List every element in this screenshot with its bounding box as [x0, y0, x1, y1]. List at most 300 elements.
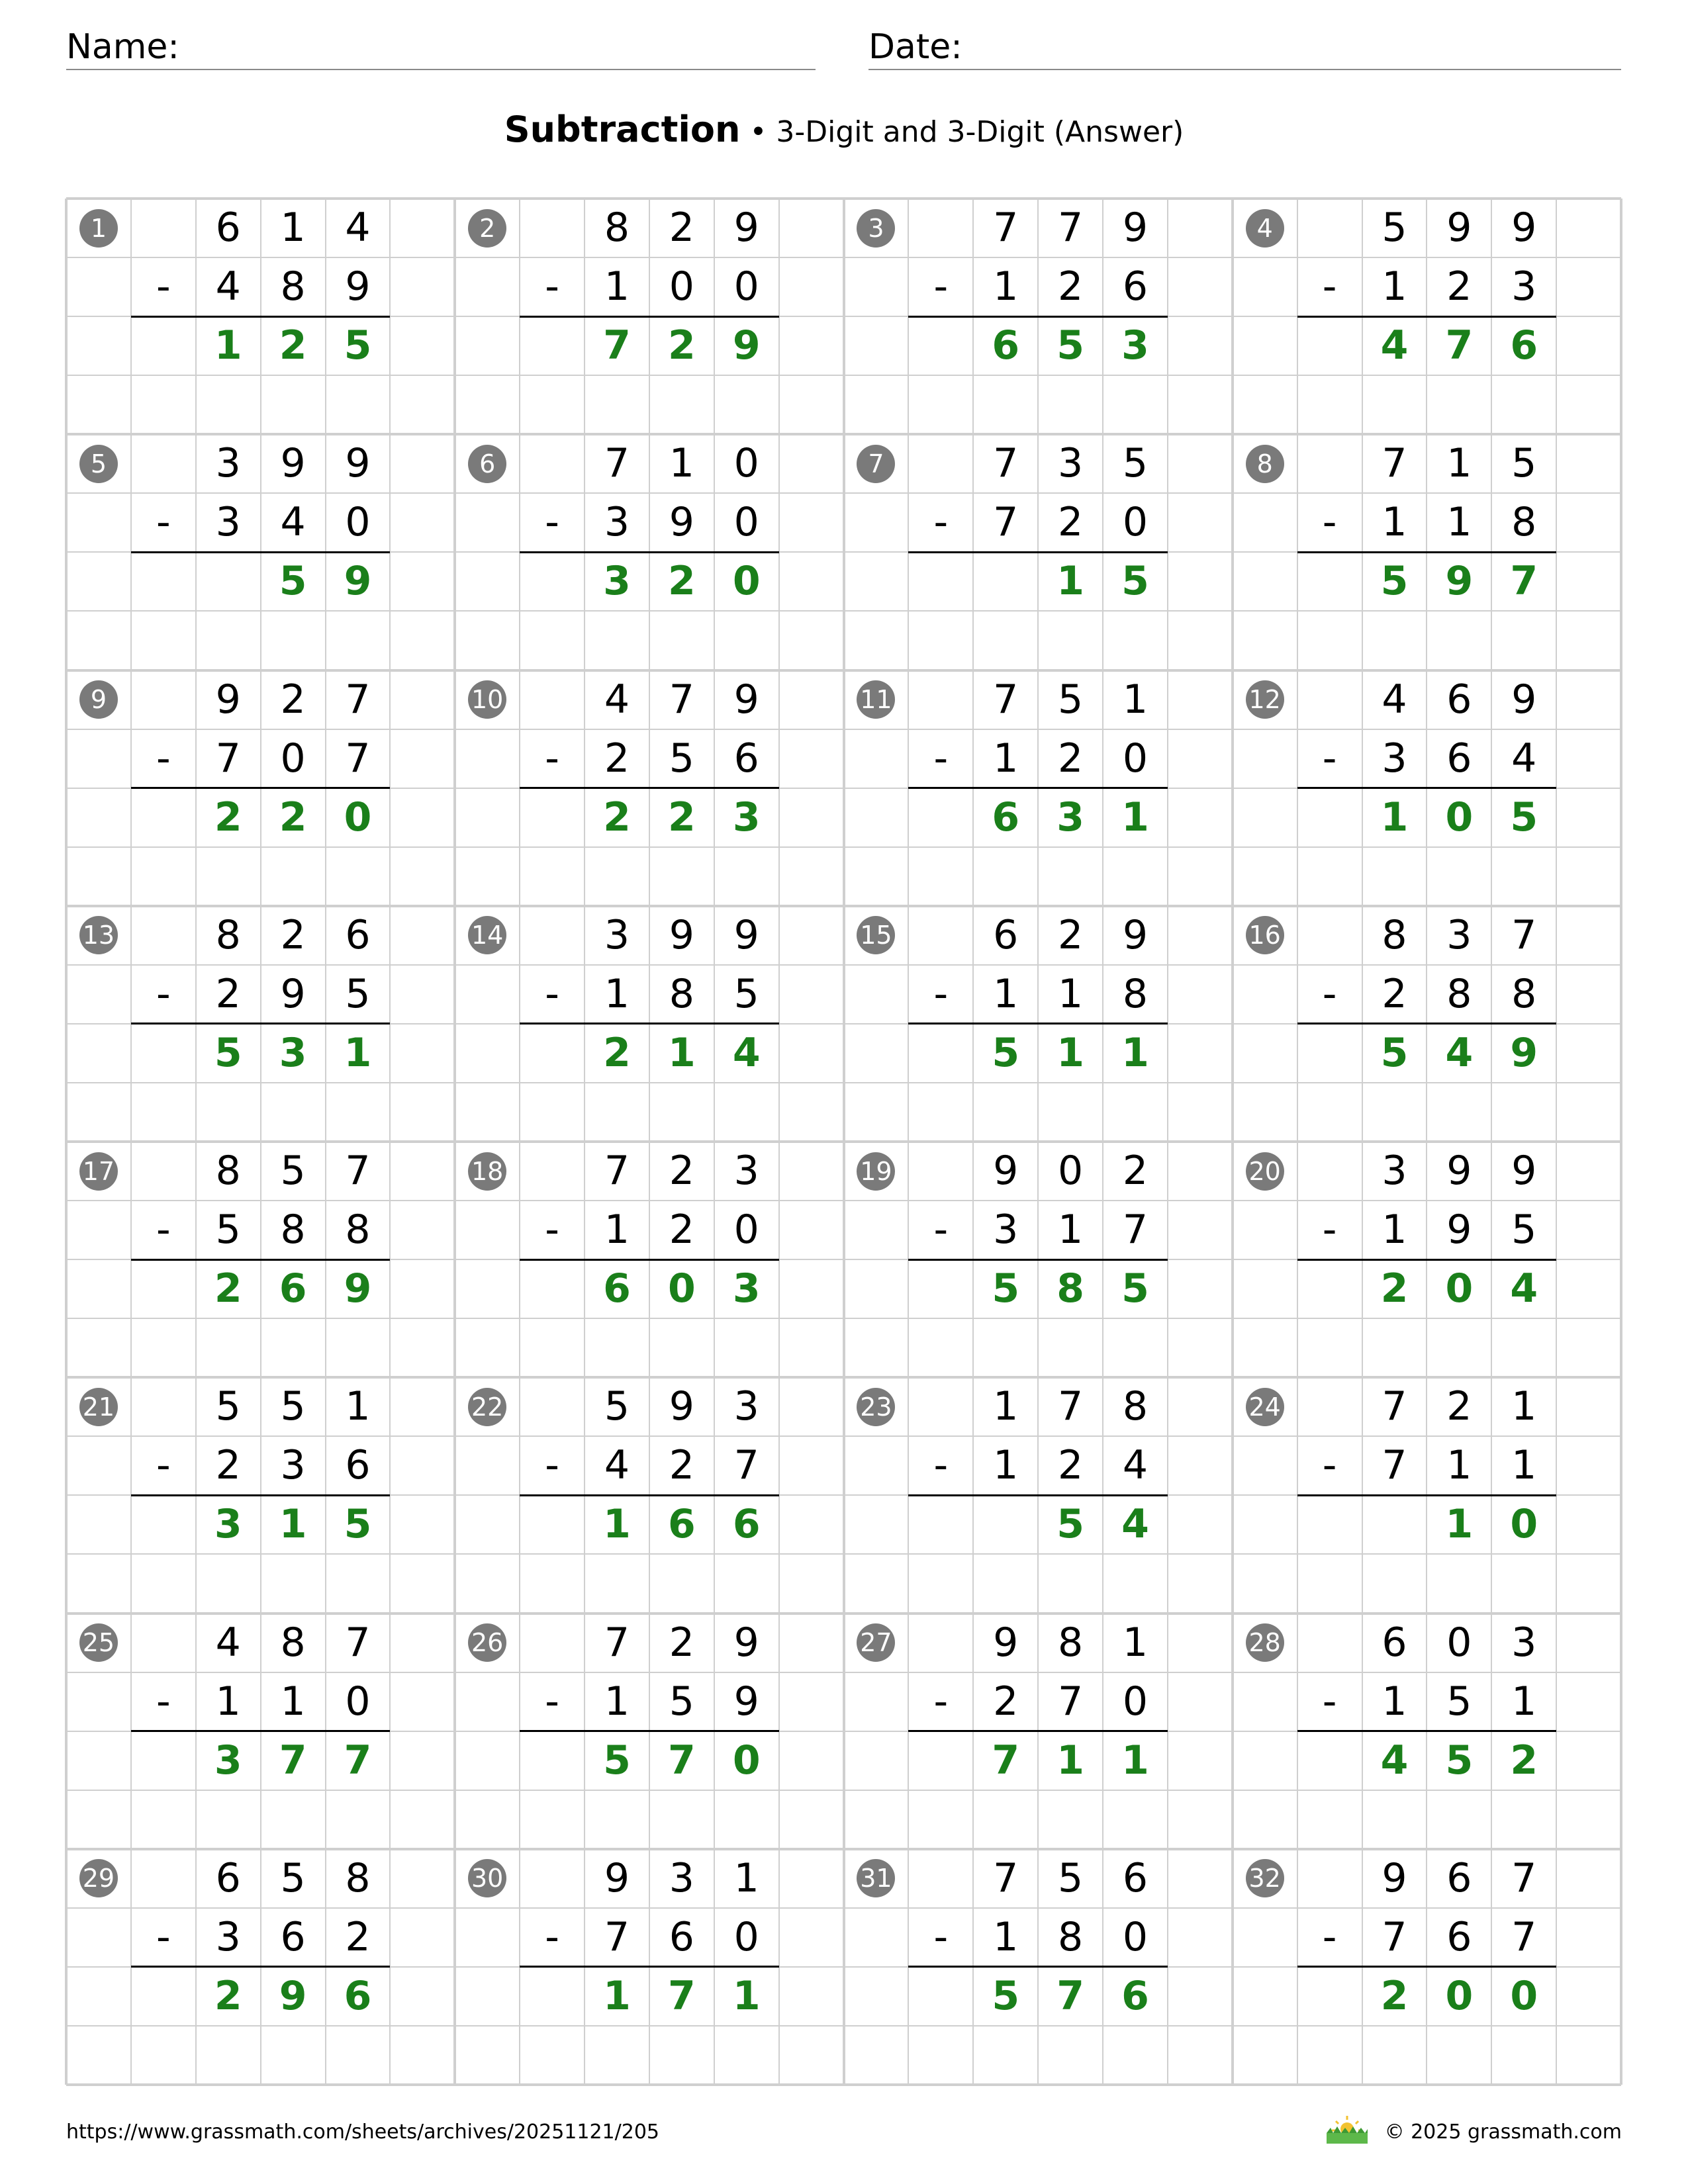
minuend-digit: 6 [215, 205, 241, 251]
minuend-digit: 9 [733, 911, 759, 958]
problem-number-badge: 23 [857, 1388, 895, 1426]
minuend-digit: 0 [733, 440, 759, 487]
problem-number-badge: 17 [79, 1152, 118, 1191]
minuend-digit: 1 [669, 440, 694, 487]
title-subtitle: • 3-Digit and 3-Digit (Answer) [740, 115, 1184, 149]
date-field[interactable] [868, 25, 1621, 70]
minus-sign: - [1322, 735, 1337, 782]
subtrahend-digit: 7 [604, 1913, 630, 1960]
subtrahend-digit: 1 [1057, 1206, 1084, 1253]
answer-digit: 5 [992, 1265, 1020, 1312]
answer-rule [131, 551, 391, 553]
answer-digit: 2 [667, 794, 696, 841]
subtrahend-digit: 1 [993, 1913, 1019, 1960]
minus-sign: - [545, 1913, 559, 1960]
subtrahend-digit: 1 [604, 263, 630, 310]
minus-sign: - [545, 970, 559, 1017]
subtrahend-digit: 7 [1511, 1913, 1537, 1960]
answer-digit: 2 [1510, 1737, 1538, 1784]
answer-digit: 5 [279, 558, 307, 605]
minuend-digit: 9 [215, 676, 241, 723]
minus-sign: - [1322, 1678, 1337, 1725]
minuend-digit: 5 [1122, 440, 1149, 487]
answer-rule [520, 1966, 779, 1968]
problem-number-badge: 12 [1246, 680, 1284, 719]
problem-number-badge: 13 [79, 916, 118, 954]
subtrahend-digit: 7 [993, 499, 1019, 546]
subtrahend-digit: 3 [993, 1206, 1019, 1253]
minus-sign: - [1322, 1913, 1337, 1960]
minuend-digit: 6 [1446, 1854, 1472, 1901]
answer-rule [908, 787, 1168, 789]
minuend-digit: 7 [993, 440, 1019, 487]
minuend-digit: 1 [1511, 1383, 1537, 1430]
problem-number-badge: 4 [1246, 209, 1284, 248]
minus-sign: - [1322, 1206, 1337, 1253]
answer-digit: 5 [1121, 1265, 1149, 1312]
minuend-digit: 5 [1382, 205, 1407, 251]
minuend-digit: 8 [345, 1854, 371, 1901]
subtrahend-digit: 0 [1122, 499, 1149, 546]
answer-digit: 5 [214, 1029, 242, 1076]
answer-digit: 3 [732, 1265, 761, 1312]
subtrahend-digit: 7 [733, 1442, 759, 1489]
subtrahend-digit: 3 [280, 1442, 306, 1489]
answer-rule [520, 1494, 779, 1496]
answer-digit: 2 [214, 794, 242, 841]
subtrahend-digit: 6 [1446, 735, 1472, 782]
answer-digit: 3 [214, 1501, 242, 1548]
answer-rule [1297, 1494, 1557, 1496]
problem-number-badge: 16 [1246, 916, 1284, 954]
title-main: Subtraction [504, 109, 741, 150]
subtrahend-digit: 4 [604, 1442, 630, 1489]
minuend-digit: 9 [604, 1854, 630, 1901]
subtrahend-digit: 1 [1382, 1206, 1407, 1253]
minuend-digit: 9 [345, 440, 371, 487]
minuend-digit: 4 [215, 1619, 241, 1666]
answer-rule [520, 551, 779, 553]
problem-number-badge: 24 [1246, 1388, 1284, 1426]
answer-digit: 1 [279, 1501, 307, 1548]
subtrahend-digit: 1 [993, 970, 1019, 1017]
minus-sign: - [933, 970, 949, 1017]
answer-digit: 2 [603, 1029, 631, 1076]
minuend-digit: 9 [669, 1383, 694, 1430]
answer-digit: 2 [1380, 1265, 1409, 1312]
problem-number-badge: 11 [857, 680, 895, 719]
subtrahend-digit: 9 [345, 263, 371, 310]
subtrahend-digit: 3 [1382, 735, 1407, 782]
problem-number-badge: 3 [857, 209, 895, 248]
minuend-digit: 9 [733, 1619, 759, 1666]
minuend-digit: 6 [1382, 1619, 1407, 1666]
minuend-digit: 1 [1122, 1619, 1149, 1666]
answer-digit: 3 [1121, 322, 1149, 369]
answer-digit: 6 [992, 322, 1020, 369]
answer-digit: 2 [667, 558, 696, 605]
answer-digit: 7 [667, 1737, 696, 1784]
subtrahend-digit: 0 [733, 1206, 759, 1253]
minus-sign: - [156, 1206, 171, 1253]
answer-digit: 3 [214, 1737, 242, 1784]
answer-digit: 6 [992, 794, 1020, 841]
minus-sign: - [1322, 970, 1337, 1017]
minuend-digit: 5 [604, 1383, 630, 1430]
answer-rule [131, 1730, 391, 1732]
minus-sign: - [156, 499, 171, 546]
subtrahend-digit: 5 [1511, 1206, 1537, 1253]
subtrahend-digit: 2 [993, 1678, 1019, 1725]
subtrahend-digit: 9 [280, 970, 306, 1017]
answer-digit: 6 [1510, 322, 1538, 369]
minuend-digit: 7 [345, 1148, 371, 1194]
answer-rule [131, 1023, 391, 1024]
answer-digit: 5 [344, 1501, 372, 1548]
answer-digit: 4 [1121, 1501, 1149, 1548]
answer-rule [1297, 551, 1557, 553]
answer-digit: 0 [1445, 794, 1474, 841]
subtrahend-digit: 2 [1057, 1442, 1084, 1489]
problem-number-badge: 26 [468, 1623, 506, 1662]
answer-digit: 0 [732, 558, 761, 605]
minuend-digit: 9 [1446, 205, 1472, 251]
answer-digit: 0 [1510, 1501, 1538, 1548]
answer-digit: 5 [1510, 794, 1538, 841]
minuend-digit: 7 [1511, 1854, 1537, 1901]
subtrahend-digit: 9 [669, 499, 694, 546]
minuend-digit: 7 [1057, 205, 1084, 251]
subtrahend-digit: 5 [345, 970, 371, 1017]
subtrahend-digit: 4 [1122, 1442, 1149, 1489]
answer-rule [520, 1259, 779, 1261]
subtrahend-digit: 1 [1511, 1442, 1537, 1489]
answer-digit: 2 [279, 322, 307, 369]
subtrahend-digit: 7 [1382, 1913, 1407, 1960]
minuend-digit: 3 [604, 911, 630, 958]
answer-rule [1297, 1966, 1557, 1968]
minuend-digit: 3 [1057, 440, 1084, 487]
answer-digit: 1 [1380, 794, 1409, 841]
problem-number-badge: 7 [857, 445, 895, 483]
problem-number-badge: 32 [1246, 1859, 1284, 1897]
answer-digit: 5 [1056, 1501, 1084, 1548]
minuend-digit: 2 [669, 1619, 694, 1666]
problem-number-badge: 21 [79, 1388, 118, 1426]
minuend-digit: 8 [604, 205, 630, 251]
problem-number-badge: 10 [468, 680, 506, 719]
minuend-digit: 9 [733, 676, 759, 723]
subtrahend-digit: 8 [345, 1206, 371, 1253]
answer-digit: 5 [992, 1972, 1020, 2019]
minuend-digit: 9 [1122, 205, 1149, 251]
footer-copyright: © 2025 grassmath.com [1384, 2120, 1622, 2144]
subtrahend-digit: 8 [1446, 970, 1472, 1017]
minuend-digit: 1 [345, 1383, 371, 1430]
minuend-digit: 5 [280, 1383, 306, 1430]
subtrahend-digit: 1 [215, 1678, 241, 1725]
subtrahend-digit: 1 [1446, 499, 1472, 546]
minus-sign: - [545, 1678, 559, 1725]
answer-digit: 4 [1380, 1737, 1409, 1784]
minus-sign: - [545, 1206, 559, 1253]
minuend-digit: 7 [345, 676, 371, 723]
answer-digit: 1 [667, 1029, 696, 1076]
minuend-digit: 3 [669, 1854, 694, 1901]
minus-sign: - [1322, 1442, 1337, 1489]
minuend-digit: 5 [280, 1148, 306, 1194]
minuend-digit: 3 [733, 1383, 759, 1430]
minuend-digit: 0 [1057, 1148, 1084, 1194]
subtrahend-digit: 4 [1511, 735, 1537, 782]
subtrahend-digit: 2 [1057, 735, 1084, 782]
name-field[interactable] [66, 25, 816, 70]
minuend-digit: 1 [280, 205, 306, 251]
subtrahend-digit: 6 [1122, 263, 1149, 310]
minus-sign: - [545, 1442, 559, 1489]
minuend-digit: 3 [215, 440, 241, 487]
subtrahend-digit: 7 [1382, 1442, 1407, 1489]
minus-sign: - [545, 263, 559, 310]
subtrahend-digit: 7 [345, 735, 371, 782]
subtrahend-digit: 1 [1382, 263, 1407, 310]
problem-number-badge: 18 [468, 1152, 506, 1191]
problem-number-badge: 22 [468, 1388, 506, 1426]
minuend-digit: 2 [1057, 911, 1084, 958]
subtrahend-digit: 1 [604, 970, 630, 1017]
problem-number-badge: 20 [1246, 1152, 1284, 1191]
minus-sign: - [156, 1678, 171, 1725]
problem-number-badge: 31 [857, 1859, 895, 1897]
answer-digit: 6 [279, 1265, 307, 1312]
minuend-digit: 9 [1511, 676, 1537, 723]
answer-rule [1297, 316, 1557, 318]
subtrahend-digit: 7 [1122, 1206, 1149, 1253]
minuend-digit: 7 [604, 440, 630, 487]
minuend-digit: 1 [733, 1854, 759, 1901]
answer-digit: 5 [1445, 1737, 1474, 1784]
minuend-digit: 7 [1511, 911, 1537, 958]
subtrahend-digit: 5 [215, 1206, 241, 1253]
answer-digit: 5 [344, 322, 372, 369]
minuend-digit: 2 [280, 676, 306, 723]
minuend-digit: 1 [1122, 676, 1149, 723]
minuend-digit: 3 [1511, 1619, 1537, 1666]
minuend-digit: 9 [280, 440, 306, 487]
problem-number-badge: 6 [468, 445, 506, 483]
answer-digit: 7 [1510, 558, 1538, 605]
answer-digit: 9 [1445, 558, 1474, 605]
subtrahend-digit: 3 [215, 1913, 241, 1960]
minuend-digit: 1 [993, 1383, 1019, 1430]
answer-rule [131, 316, 391, 318]
answer-digit: 7 [667, 1972, 696, 2019]
problem-number-badge: 2 [468, 209, 506, 248]
answer-rule [908, 1730, 1168, 1732]
answer-digit: 4 [1380, 322, 1409, 369]
minuend-digit: 9 [993, 1619, 1019, 1666]
answer-digit: 7 [1445, 322, 1474, 369]
answer-rule [131, 1494, 391, 1496]
minuend-digit: 9 [1446, 1148, 1472, 1194]
answer-digit: 1 [214, 322, 242, 369]
minuend-digit: 7 [993, 1854, 1019, 1901]
minuend-digit: 5 [280, 1854, 306, 1901]
minuend-digit: 7 [993, 676, 1019, 723]
minuend-digit: 8 [1057, 1619, 1084, 1666]
minuend-digit: 5 [1511, 440, 1537, 487]
minuend-digit: 3 [1446, 911, 1472, 958]
minuend-digit: 2 [669, 1148, 694, 1194]
subtrahend-digit: 0 [345, 499, 371, 546]
grid-line-horizontal [66, 2083, 1621, 2086]
subtrahend-digit: 1 [1057, 970, 1084, 1017]
minuend-digit: 6 [215, 1854, 241, 1901]
minus-sign: - [933, 1913, 949, 1960]
minuend-digit: 7 [345, 1619, 371, 1666]
minuend-digit: 2 [1122, 1148, 1149, 1194]
problem-number-badge: 1 [79, 209, 118, 248]
answer-digit: 7 [1056, 1972, 1084, 2019]
minuend-digit: 7 [669, 676, 694, 723]
subtrahend-digit: 2 [345, 1913, 371, 1960]
subtrahend-digit: 0 [1122, 735, 1149, 782]
minuend-digit: 3 [733, 1148, 759, 1194]
answer-digit: 1 [1121, 1737, 1149, 1784]
subtrahend-digit: 1 [993, 263, 1019, 310]
minuend-digit: 9 [669, 911, 694, 958]
problem-number-badge: 30 [468, 1859, 506, 1897]
answer-rule [908, 1023, 1168, 1024]
minuend-digit: 7 [1382, 440, 1407, 487]
subtrahend-digit: 2 [604, 735, 630, 782]
answer-digit: 3 [1056, 794, 1084, 841]
subtrahend-digit: 1 [1511, 1678, 1537, 1725]
subtrahend-digit: 9 [1446, 1206, 1472, 1253]
subtrahend-digit: 1 [1446, 1442, 1472, 1489]
answer-digit: 1 [1056, 1737, 1084, 1784]
subtrahend-digit: 1 [1382, 1678, 1407, 1725]
answer-digit: 9 [1510, 1029, 1538, 1076]
subtrahend-digit: 0 [345, 1678, 371, 1725]
answer-digit: 5 [1380, 558, 1409, 605]
problem-number-badge: 14 [468, 916, 506, 954]
subtrahend-digit: 3 [215, 499, 241, 546]
minuend-digit: 7 [1382, 1383, 1407, 1430]
answer-digit: 6 [344, 1972, 372, 2019]
answer-digit: 1 [1056, 558, 1084, 605]
answer-digit: 2 [214, 1972, 242, 2019]
answer-digit: 1 [603, 1972, 631, 2019]
minus-sign: - [1322, 499, 1337, 546]
subtrahend-digit: 1 [993, 1442, 1019, 1489]
answer-digit: 2 [603, 794, 631, 841]
answer-digit: 4 [1445, 1029, 1474, 1076]
subtrahend-digit: 1 [604, 1206, 630, 1253]
answer-digit: 9 [732, 322, 761, 369]
subtrahend-digit: 5 [669, 1678, 694, 1725]
subtrahend-digit: 4 [280, 499, 306, 546]
problem-number-badge: 19 [857, 1152, 895, 1191]
subtrahend-digit: 8 [1511, 970, 1537, 1017]
subtrahend-digit: 6 [345, 1442, 371, 1489]
answer-digit: 0 [1510, 1972, 1538, 2019]
page-title [0, 106, 1688, 156]
minuend-digit: 4 [604, 676, 630, 723]
answer-digit: 6 [732, 1501, 761, 1548]
minuend-digit: 7 [1057, 1383, 1084, 1430]
answer-digit: 5 [1380, 1029, 1409, 1076]
subtrahend-digit: 2 [215, 1442, 241, 1489]
minuend-digit: 9 [993, 1148, 1019, 1194]
answer-digit: 0 [1445, 1972, 1474, 2019]
answer-digit: 4 [1510, 1265, 1538, 1312]
answer-digit: 0 [1445, 1265, 1474, 1312]
minuend-digit: 9 [1382, 1854, 1407, 1901]
name-label: Name: [66, 27, 179, 67]
answer-rule [908, 1966, 1168, 1968]
minuend-digit: 9 [1511, 1148, 1537, 1194]
footer-url: https://www.grassmath.com/sheets/archives/20251121/205 [66, 2120, 660, 2144]
subtrahend-digit: 3 [604, 499, 630, 546]
minuend-digit: 6 [1446, 676, 1472, 723]
subtrahend-digit: 0 [1122, 1913, 1149, 1960]
minuend-digit: 6 [1122, 1854, 1149, 1901]
minus-sign: - [933, 1442, 949, 1489]
problem-number-badge: 27 [857, 1623, 895, 1662]
problem-number-badge: 25 [79, 1623, 118, 1662]
answer-digit: 2 [279, 794, 307, 841]
minuend-digit: 6 [993, 911, 1019, 958]
subtrahend-digit: 2 [1057, 263, 1084, 310]
minuend-digit: 8 [215, 911, 241, 958]
minuend-digit: 8 [1382, 911, 1407, 958]
problem-number-badge: 9 [79, 680, 118, 719]
minus-sign: - [545, 735, 559, 782]
minuend-digit: 2 [669, 205, 694, 251]
minuend-digit: 4 [345, 205, 371, 251]
answer-rule [1297, 1730, 1557, 1732]
subtrahend-digit: 8 [280, 263, 306, 310]
minus-sign: - [156, 970, 171, 1017]
subtrahend-digit: 2 [215, 970, 241, 1017]
answer-digit: 6 [603, 1265, 631, 1312]
minuend-digit: 7 [604, 1619, 630, 1666]
answer-rule [131, 1966, 391, 1968]
grass-sun-logo-icon [1324, 2115, 1370, 2145]
minuend-digit: 1 [1446, 440, 1472, 487]
worksheet-grid [66, 199, 1621, 2085]
answer-digit: 0 [667, 1265, 696, 1312]
minus-sign: - [933, 735, 949, 782]
answer-digit: 6 [667, 1501, 696, 1548]
minus-sign: - [933, 1206, 949, 1253]
answer-digit: 4 [732, 1029, 761, 1076]
subtrahend-digit: 0 [1122, 1678, 1149, 1725]
answer-rule [131, 1259, 391, 1261]
minuend-digit: 7 [604, 1148, 630, 1194]
subtrahend-digit: 1 [1382, 499, 1407, 546]
minuend-digit: 9 [1122, 911, 1149, 958]
answer-rule [520, 316, 779, 318]
subtrahend-digit: 6 [1446, 1913, 1472, 1960]
answer-digit: 3 [603, 558, 631, 605]
subtrahend-digit: 5 [733, 970, 759, 1017]
subtrahend-digit: 6 [280, 1913, 306, 1960]
subtrahend-digit: 8 [1122, 970, 1149, 1017]
subtrahend-digit: 9 [733, 1678, 759, 1725]
minuend-digit: 8 [215, 1148, 241, 1194]
